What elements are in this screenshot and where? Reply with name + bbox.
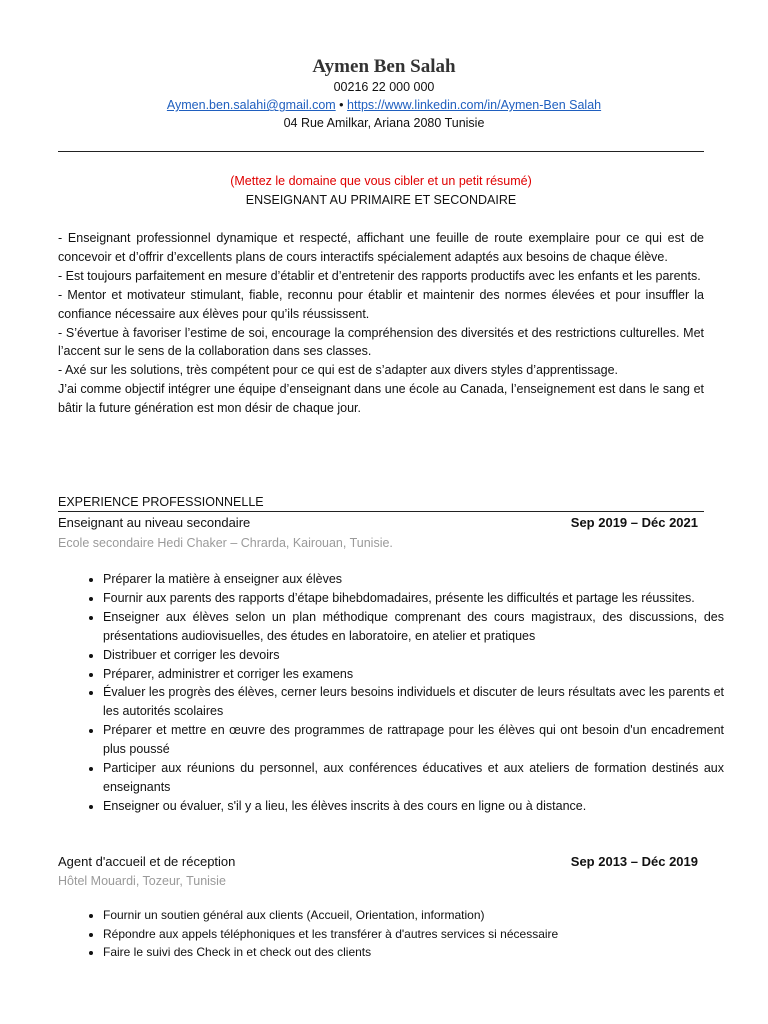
summary-line: - Axé sur les solutions, très compétent pour ce qui est de s’adapter aux divers styles d’apprentissage. <box>58 363 619 378</box>
list-item: • Préparer et mettre en œuvre des programmes de rattrapage pour les élèves qui ont besoin d'un encadrement plus poussé <box>103 721 724 759</box>
job-duties-list <box>83 906 724 962</box>
profile-summary <box>58 229 704 418</box>
postal-address: 04 Rue Amilkar, Ariana 2080 Tunisie <box>283 116 485 130</box>
job-employer: Hôtel Mouardi, Tozeur, Tunisie <box>58 874 226 888</box>
list-item: • Fournir un soutien général aux clients (Accueil, Orientation, information) <box>103 906 724 925</box>
objective-block <box>58 172 704 210</box>
email-link[interactable]: Aymen.ben.salahi@gmail.com <box>166 98 336 112</box>
link-separator: • <box>339 98 344 112</box>
contact-header <box>0 0 768 132</box>
list-item: • Préparer, administrer et corriger les examens <box>103 665 724 684</box>
job-title: Enseignant au niveau secondaire <box>58 515 251 530</box>
linkedin-link[interactable]: https://www.linkedin.com/in/Aymen-Ben Salah <box>347 98 602 112</box>
job-dates: Sep 2019 – Déc 2021 <box>570 515 698 530</box>
phone-number: 00216 22 000 000 <box>333 80 435 94</box>
objective-title: ENSEIGNANT AU PRIMAIRE ET SECONDAIRE <box>245 193 517 207</box>
experience-section-title: EXPERIENCE PROFESSIONNELLE <box>58 495 264 509</box>
job-employer: Ecole secondaire Hedi Chaker – Chrarda, Kairouan, Tunisie. <box>58 536 393 550</box>
list-item: • Distribuer et corriger les devoirs <box>103 646 724 665</box>
job-header <box>58 853 698 871</box>
summary-line: - Enseignant professionnel dynamique et respecté, affichant une feuille de route exemplaire pour ce qui est de concevoir et d’offrir d’excellents plans de cours interactifs spécialement adaptés aux besoins de chaque élève. <box>58 231 704 264</box>
list-item: • Enseigner aux élèves selon un plan méthodique comprenant des cours magistraux, des discussions, des présentations audiovisuelles, des études en laboratoire, en atelier et pratiques <box>103 608 724 646</box>
contact-links-line <box>0 96 768 114</box>
summary-line: J’ai comme objectif intégrer une équipe d’enseignant dans une école au Canada, l’enseignement est dans le sang et bâtir la future génération est mon désir de chaque jour. <box>58 382 704 416</box>
job-dates: Sep 2013 – Déc 2019 <box>570 854 698 869</box>
list-item: • Préparer la matière à enseigner aux élèves <box>103 570 724 589</box>
experience-divider <box>58 511 704 512</box>
summary-line: - Mentor et motivateur stimulant, fiable, reconnu pour établir et maintenir des normes élevées et pour insuffler la confiance nécessaire aux élèves pour qu’ils réussissent. <box>58 287 704 321</box>
list-item: • Fournir aux parents des rapports d’étape bihebdomadaires, présente les difficultés et partage les réussites. <box>103 589 724 608</box>
list-item: • Participer aux réunions du personnel, aux conférences éducatives et aux ateliers de formation destinés aux enseignants <box>103 759 724 797</box>
summary-line: - Est toujours parfaitement en mesure d’établir et d’entretenir des rapports productifs avec les enfants et les parents. <box>58 268 701 283</box>
summary-line: - S’évertue à favoriser l’estime de soi, encourage la compréhension des diversités et des restrictions culturelles. Met l’accent sur le sens de la collaboration dans ses classes. <box>58 325 704 359</box>
objective-hint: (Mettez le domaine que vous cibler et un petit résumé) <box>230 174 532 188</box>
list-item: • Répondre aux appels téléphoniques et les transférer à d'autres services si nécessaire <box>103 925 724 944</box>
header-divider <box>58 151 704 152</box>
list-item: • Faire le suivi des Check in et check out des clients <box>103 943 724 962</box>
list-item: • Évaluer les progrès des élèves, cerner leurs besoins individuels et discuter de leurs résultats avec les parents et les autorités scolaires <box>103 683 724 721</box>
job-duties-list <box>83 570 724 816</box>
job-header <box>58 514 698 532</box>
job-title: Agent d'accueil et de réception <box>58 854 236 869</box>
list-item: • Enseigner ou évaluer, s'il y a lieu, les élèves inscrits à des cours en ligne ou à distance. <box>103 797 724 816</box>
candidate-name: Aymen Ben Salah <box>312 56 456 77</box>
